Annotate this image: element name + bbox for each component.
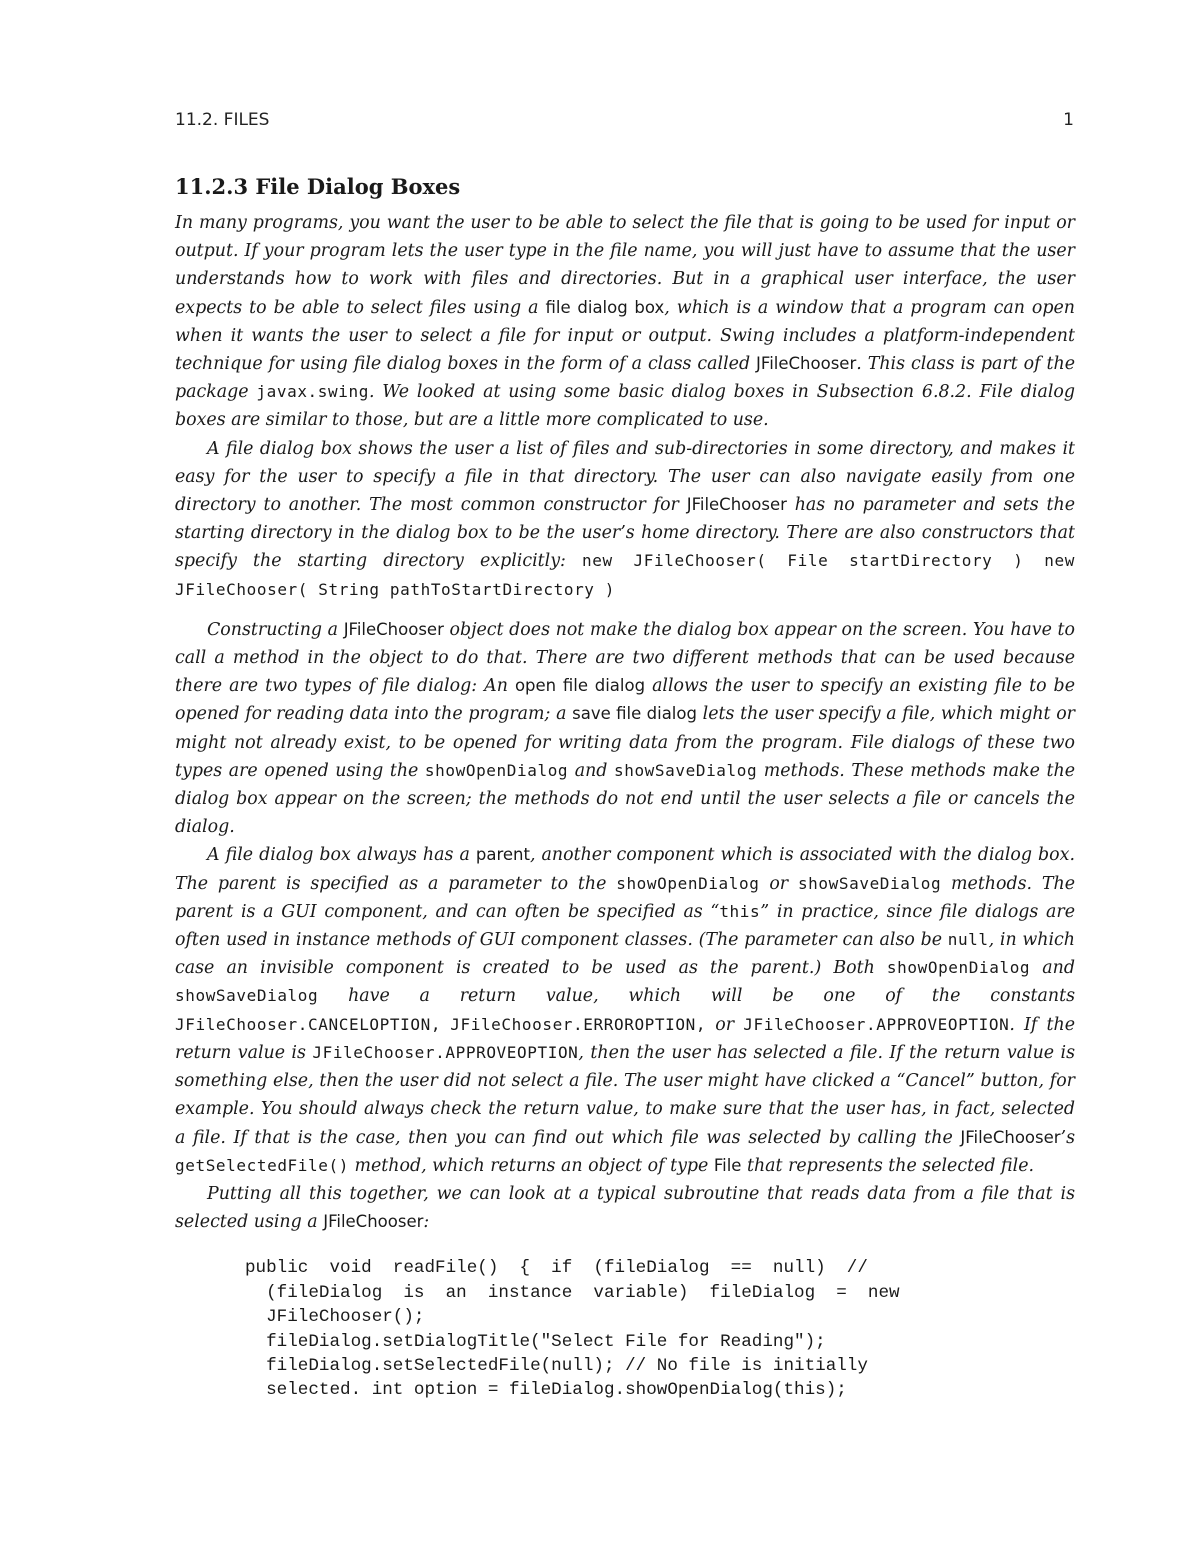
method-name: showOpenDialog <box>886 958 1031 978</box>
method-name: getSelectedFile() <box>175 1155 349 1175</box>
text <box>441 1015 450 1035</box>
inline-code: new JFileChooser( File startDirectory ) new JFileChooser( String pathToStartDirectory ) <box>175 551 1075 599</box>
method-name: showOpenDialog <box>424 760 569 780</box>
page-content <box>175 174 1075 1403</box>
text: method, which returns an object of type <box>348 1155 714 1176</box>
text: ” in practice, since file dialogs are often used in instance methods of GUI component classes. (The parameter can also be <box>175 901 1075 951</box>
class-name: JFileChooser <box>343 619 444 639</box>
term-file-dialog-box: file dialog box <box>545 297 665 317</box>
paragraph-intro <box>175 209 1075 435</box>
constant: JFileChooser.ERROROPTION, <box>450 1014 707 1034</box>
paragraph-example-intro <box>175 1180 1075 1236</box>
text: allows the user to specify an existing file to be opened for reading data into the program; a <box>175 676 1075 725</box>
text: , another component which is associated with the dialog box. The parent is specified as a parameter to the <box>175 845 1075 894</box>
text: Putting all this together, we can look at a typical subroutine that reads data from a file that is selected using a <box>175 1183 1075 1233</box>
code-line: selected. int option = fileDialog.showOpenDialog(this); <box>245 1380 847 1401</box>
page-number: 1 <box>1063 110 1074 130</box>
text: or <box>759 873 798 894</box>
class-name: File <box>713 1155 742 1175</box>
term-open-file-dialog: open file dialog <box>514 676 646 696</box>
text: object does not make the dialog box appear on the screen. You have to call a method in the object to do that. There are two different methods that can be used because there are two types of file dialog: An <box>175 619 1075 697</box>
text: , which is a window that a program can open when it wants the user to select a file for input or output. Swing includes a platform-independent technique for using file dialog boxes in the form of a class called <box>175 297 1075 375</box>
text: have a return value, which will be one of the constants <box>318 986 1075 1007</box>
keyword-null: null <box>947 930 989 950</box>
term-save-file-dialog: save file dialog <box>572 704 697 724</box>
class-name: JFileChooser <box>323 1212 424 1232</box>
text: methods. These methods make the dialog box appear on the screen; the methods do not end until the user selects a file or cancels the dialog. <box>175 760 1075 838</box>
method-name: showSaveDialog <box>613 760 758 780</box>
text: . This class is part of the package <box>175 354 1076 403</box>
code-line: (fileDialog is an instance variable) fileDialog = new <box>245 1282 900 1303</box>
code-line: fileDialog.setSelectedFile(null); // No file is initially <box>245 1355 868 1376</box>
package-name: javax.swing <box>256 382 369 402</box>
text: Constructing a <box>207 619 344 640</box>
code-line: JFileChooser(); <box>245 1307 425 1328</box>
text: , in which case an invisible component is created to be used as the parent.) Both <box>175 930 1075 979</box>
term-parent: parent <box>475 845 530 865</box>
code-block <box>245 1256 1075 1402</box>
text: has no parameter and sets the starting directory in the dialog box to be the user’s home directory. There are also constructors that specify the starting directory explicitly: <box>175 495 1075 572</box>
code-line: public void readFile() { if (fileDialog == null) // <box>245 1258 868 1279</box>
text: and <box>568 760 614 781</box>
constant: JFileChooser.APPROVEOPTION <box>743 1014 1010 1034</box>
text: or <box>706 1014 744 1035</box>
text: A file dialog box always has a <box>207 845 476 866</box>
class-name: JFileChooser <box>756 354 857 374</box>
text: lets the user specify a file, which might or might not already exist, to be opened for writing data from the program. File dialogs of these two types are opened using the <box>175 704 1075 781</box>
text: : <box>423 1212 430 1233</box>
method-name: showSaveDialog <box>797 873 942 893</box>
class-name: JFileChooser <box>686 495 787 515</box>
paragraph-parent <box>175 841 1075 1179</box>
class-name: JFileChooser <box>960 1127 1061 1147</box>
text: . We looked at using some basic dialog boxes in Subsection 6.8.2. File dialog boxes are similar to those, but are a little more complicated to use. <box>175 382 1075 431</box>
text: and <box>1030 958 1075 979</box>
code-line: fileDialog.setDialogTitle("Select File for Reading"); <box>245 1331 826 1352</box>
text: ’s <box>1060 1127 1075 1148</box>
text: A file dialog box shows the user a list of files and sub-directories in some directory, and makes it easy for the user to specify a file in that directory. The user can also navigate easily from one directory to another. The most common constructor for <box>175 438 1075 516</box>
paragraph-dialog-types <box>175 616 1075 842</box>
text: methods. The parent is a GUI component, and can often be specified as “ <box>175 873 1075 922</box>
constant: JFileChooser.CANCELOPTION, <box>175 1014 442 1034</box>
text: In many programs, you want the user to be able to select the file that is going to be used for input or output. If your program lets the user type in the file name, you will just have to assume that the user understands how to work with files and directories. But in a graphical user interface, the user expects to be able to select files using a <box>175 213 1075 318</box>
constant: JFileChooser.APPROVEOPTION <box>312 1042 579 1062</box>
running-head: 11.2. FILES <box>175 110 270 130</box>
keyword-this: this <box>719 901 761 921</box>
text: . If the return value is <box>175 1014 1076 1063</box>
paragraph-constructors <box>175 435 1075 604</box>
method-name: showOpenDialog <box>616 873 760 893</box>
text: , then the user has selected a file. If the return value is something else, then the user did not select a file. The user might have clicked a “Cancel” button, for example. You should always check the return value, to make sure that the user has, in fact, selected a file. If that is the case, then you can find out which file was selected by calling the <box>175 1042 1075 1148</box>
method-name: showSaveDialog <box>175 986 319 1006</box>
section-title: 11.2.3 File Dialog Boxes <box>175 174 461 199</box>
text: that represents the selected file. <box>741 1155 1035 1176</box>
